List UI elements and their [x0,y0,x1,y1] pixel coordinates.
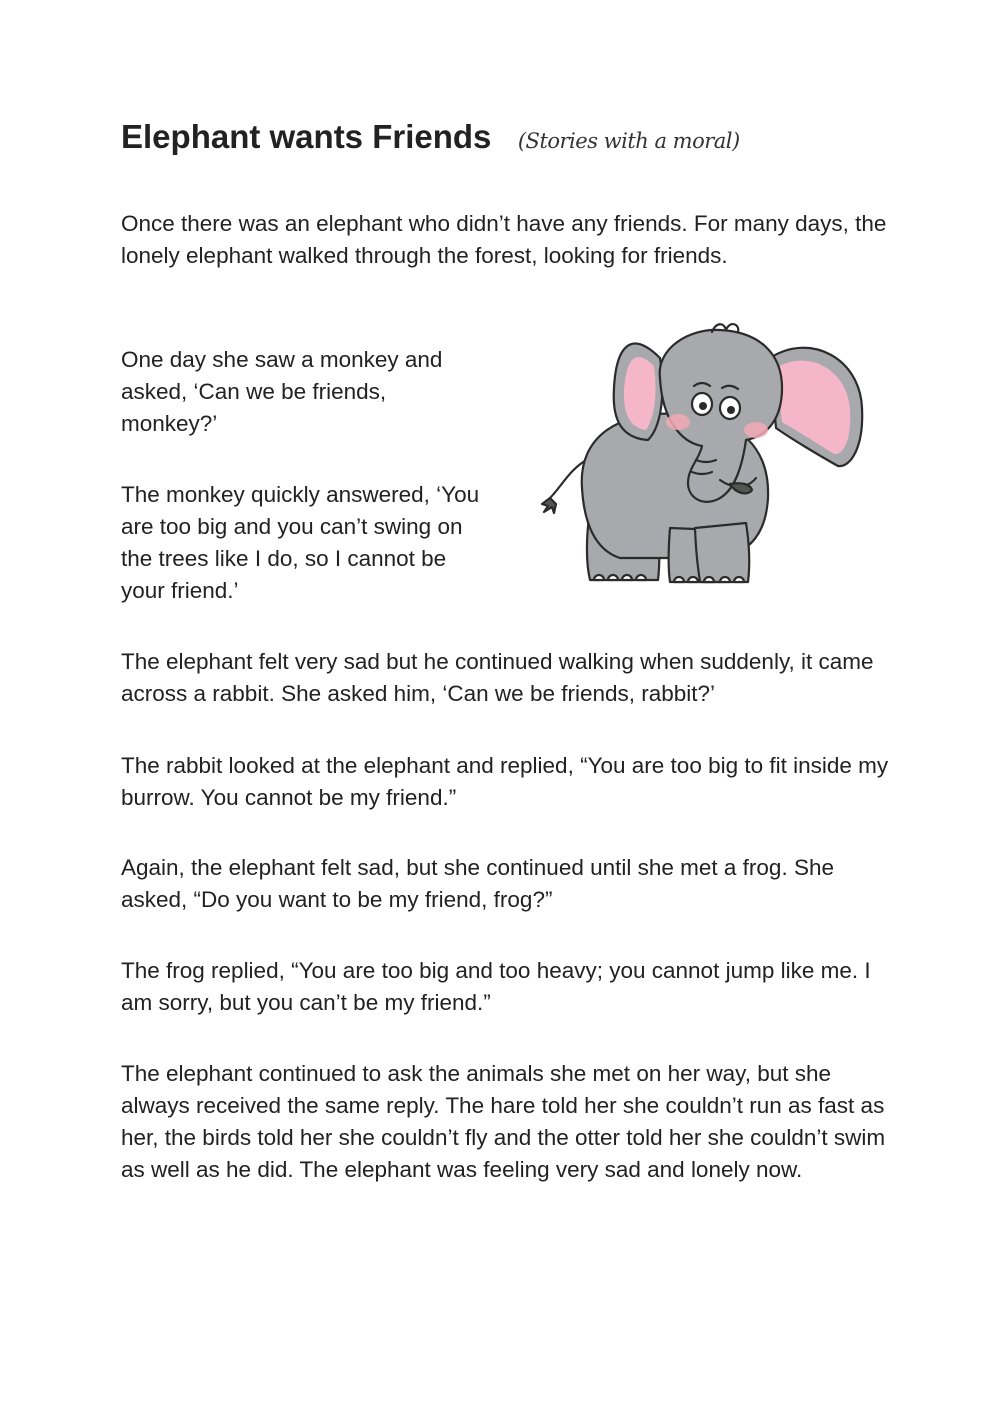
title-row [121,118,740,156]
story-paragraph-5: The rabbit looked at the elephant and replied, “You are too big to fit inside my burrow. You cannot be my friend.” [121,753,889,810]
elephant-left-cheek [666,414,690,430]
elephant-front-right-leg [695,523,749,582]
page-title: Elephant wants Friends [121,118,492,155]
story-paragraph-6: Again, the elephant felt sad, but she continued until she met a frog. She asked, “Do you want to be my friend, frog?” [121,855,834,912]
story-paragraph-3: The monkey quickly answered, ‘You are too big and you can’t swing on the trees like I do, so I cannot be your friend.’ [121,482,480,603]
story-paragraph-2: One day she saw a monkey and asked, ‘Can we be friends, monkey?’ [121,347,443,436]
elephant-tail-tuft [542,498,556,513]
story-paragraph-4: The elephant felt very sad but he continued walking when suddenly, it came across a rabbit. She asked him, ‘Can we be friends, rabbit?’ [121,649,874,706]
page-subtitle: (Stories with a moral) [517,129,740,153]
cartoon-elephant-icon [520,318,868,592]
story-paragraph-8: The elephant continued to ask the animals she met on her way, but she always received the same reply. The hare told her she couldn’t run as fast as her, the birds told her she couldn’t fly and the otter told her she couldn’t swim as well as he did. The elephant was feeling very sad and lonely now. [121,1061,886,1182]
elephant-right-cheek [744,422,768,438]
story-paragraph-1: Once there was an elephant who didn’t have any friends. For many days, the lonely elephant walked through the forest, looking for friends. [121,211,887,268]
story-paragraph-7: The frog replied, “You are too big and too heavy; you cannot jump like me. I am sorry, but you can’t be my friend.” [121,958,871,1015]
